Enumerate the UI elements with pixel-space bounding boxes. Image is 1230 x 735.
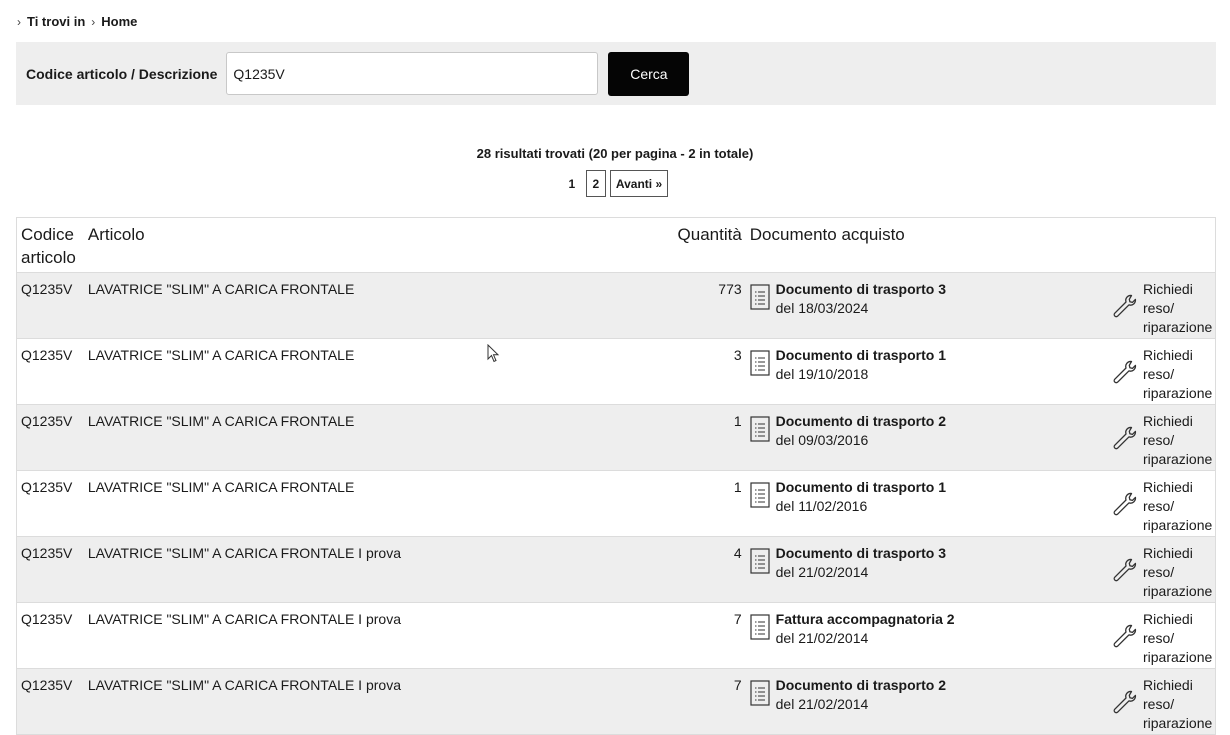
cell-code: Q1235V <box>21 347 73 363</box>
cell-document <box>746 471 1095 536</box>
cell-document <box>746 603 1095 668</box>
document-link[interactable] <box>750 478 1095 516</box>
document-text <box>776 610 955 648</box>
cell-article: LAVATRICE "SLIM" A CARICA FRONTALE <box>87 479 355 495</box>
document-list-icon <box>750 482 770 513</box>
wrench-icon <box>1112 293 1138 324</box>
cell-qty: 4 <box>733 545 742 561</box>
document-title: Documento di trasporto 1 <box>775 347 946 363</box>
search-button[interactable]: Cerca <box>608 52 689 96</box>
document-title: Documento di trasporto 3 <box>775 281 946 297</box>
document-link[interactable] <box>750 412 1095 450</box>
document-link[interactable] <box>750 346 1095 384</box>
request-return-label: Richiedi reso/ riparazione <box>1143 611 1213 665</box>
cell-article: LAVATRICE "SLIM" A CARICA FRONTALE I prova <box>87 611 401 627</box>
wrench-icon <box>1112 359 1138 390</box>
request-return-label: Richiedi reso/ riparazione <box>1143 347 1213 401</box>
request-return-label: Richiedi reso/ riparazione <box>1143 479 1213 533</box>
cell-action <box>1095 537 1215 602</box>
table-row <box>17 273 1215 339</box>
document-link[interactable] <box>750 544 1095 582</box>
document-text <box>776 544 946 582</box>
document-list-icon <box>750 284 770 315</box>
wrench-icon <box>1112 557 1138 588</box>
cell-action <box>1095 669 1215 734</box>
document-date: del 11/02/2016 <box>775 498 868 514</box>
breadcrumb-home-link[interactable]: Home <box>101 14 138 29</box>
document-text <box>776 676 946 714</box>
search-input[interactable] <box>226 52 598 95</box>
document-title: Fattura accompagnatoria 2 <box>775 611 955 627</box>
chevron-right-icon: › <box>17 14 21 29</box>
cell-qty: 773 <box>718 281 742 297</box>
request-return-button[interactable] <box>1095 412 1215 469</box>
page-current: 1 <box>568 176 576 191</box>
request-return-button[interactable] <box>1095 610 1215 667</box>
search-bar <box>16 42 1216 105</box>
cell-qty: 3 <box>733 347 742 363</box>
document-title: Documento di trasporto 3 <box>775 545 946 561</box>
document-link[interactable] <box>750 610 1095 648</box>
document-title: Documento di trasporto 2 <box>775 677 946 693</box>
breadcrumb <box>17 14 137 29</box>
document-list-icon <box>750 548 770 579</box>
document-list-icon <box>750 416 770 447</box>
table-row <box>17 669 1215 735</box>
search-label: Codice articolo / Descrizione <box>26 65 218 82</box>
cell-qty: 7 <box>733 611 742 627</box>
cell-document <box>746 537 1095 602</box>
cell-document <box>746 405 1095 470</box>
document-date: del 21/02/2014 <box>775 630 869 646</box>
cell-code: Q1235V <box>21 479 73 495</box>
document-title: Documento di trasporto 1 <box>775 479 946 495</box>
cell-action <box>1095 471 1215 536</box>
request-return-label: Richiedi reso/ riparazione <box>1143 677 1213 731</box>
document-list-icon <box>750 680 770 711</box>
results-table <box>16 217 1216 735</box>
table-row <box>17 339 1215 405</box>
cell-article: LAVATRICE "SLIM" A CARICA FRONTALE I prova <box>87 545 401 561</box>
cell-document <box>746 273 1095 338</box>
header-code-line2: articolo <box>21 248 76 267</box>
header-doc: Documento acquisto <box>749 225 905 244</box>
chevron-right-icon: › <box>91 14 96 29</box>
document-date: del 21/02/2014 <box>775 564 869 580</box>
table-body <box>17 273 1215 735</box>
document-link[interactable] <box>750 280 1095 318</box>
request-return-button[interactable] <box>1095 280 1215 337</box>
cell-document <box>746 339 1095 404</box>
results-summary: 28 risultati trovati (20 per pagina - 2 in totale) <box>476 146 754 161</box>
request-return-button[interactable] <box>1095 346 1215 403</box>
page-link-2[interactable]: 2 <box>586 170 606 197</box>
cell-code: Q1235V <box>21 611 73 627</box>
request-return-button[interactable] <box>1095 478 1215 535</box>
cell-code: Q1235V <box>21 413 73 429</box>
cell-article: LAVATRICE "SLIM" A CARICA FRONTALE <box>87 281 355 297</box>
document-link[interactable] <box>750 676 1095 714</box>
table-row <box>17 471 1215 537</box>
cell-article: LAVATRICE "SLIM" A CARICA FRONTALE <box>87 347 355 363</box>
request-return-label: Richiedi reso/ riparazione <box>1143 413 1213 467</box>
document-title: Documento di trasporto 2 <box>775 413 946 429</box>
document-list-icon <box>750 614 770 645</box>
cell-article: LAVATRICE "SLIM" A CARICA FRONTALE I prova <box>87 677 401 693</box>
document-date: del 21/02/2014 <box>775 696 869 712</box>
cell-qty: 7 <box>733 677 742 693</box>
document-date: del 18/03/2024 <box>775 300 869 316</box>
wrench-icon <box>1112 623 1138 654</box>
document-date: del 19/10/2018 <box>775 366 869 382</box>
request-return-button[interactable] <box>1095 544 1215 601</box>
cell-action <box>1095 273 1215 338</box>
table-header <box>17 218 1215 273</box>
mouse-cursor-icon <box>487 344 501 364</box>
cell-qty: 1 <box>733 413 742 429</box>
cell-code: Q1235V <box>21 281 73 297</box>
document-text <box>776 280 946 318</box>
header-code <box>17 218 88 272</box>
cell-qty: 1 <box>733 479 742 495</box>
table-row <box>17 603 1215 669</box>
table-row <box>17 405 1215 471</box>
header-code-line1: Codice <box>21 225 74 244</box>
wrench-icon <box>1112 689 1138 720</box>
document-list-icon <box>750 350 770 381</box>
cell-code: Q1235V <box>21 545 73 561</box>
document-date: del 09/03/2016 <box>775 432 869 448</box>
cell-code: Q1235V <box>21 677 73 693</box>
request-return-label: Richiedi reso/ riparazione <box>1143 545 1213 599</box>
header-article: Articolo <box>87 225 145 244</box>
cell-action <box>1095 339 1215 404</box>
header-action <box>1095 218 1215 272</box>
breadcrumb-prefix: Ti trovi in <box>27 14 86 29</box>
wrench-icon <box>1112 425 1138 456</box>
next-page-link[interactable]: Avanti » <box>610 170 668 197</box>
header-qty: Quantità <box>677 225 742 244</box>
wrench-icon <box>1112 491 1138 522</box>
cell-action <box>1095 405 1215 470</box>
document-text <box>776 478 946 516</box>
table-row <box>17 537 1215 603</box>
request-return-label: Richiedi reso/ riparazione <box>1143 281 1213 335</box>
cell-document <box>746 669 1095 734</box>
pagination <box>0 170 1230 197</box>
cell-action <box>1095 603 1215 668</box>
request-return-button[interactable] <box>1095 676 1215 733</box>
cell-article: LAVATRICE "SLIM" A CARICA FRONTALE <box>87 413 355 429</box>
document-text <box>776 346 946 384</box>
document-text <box>776 412 946 450</box>
